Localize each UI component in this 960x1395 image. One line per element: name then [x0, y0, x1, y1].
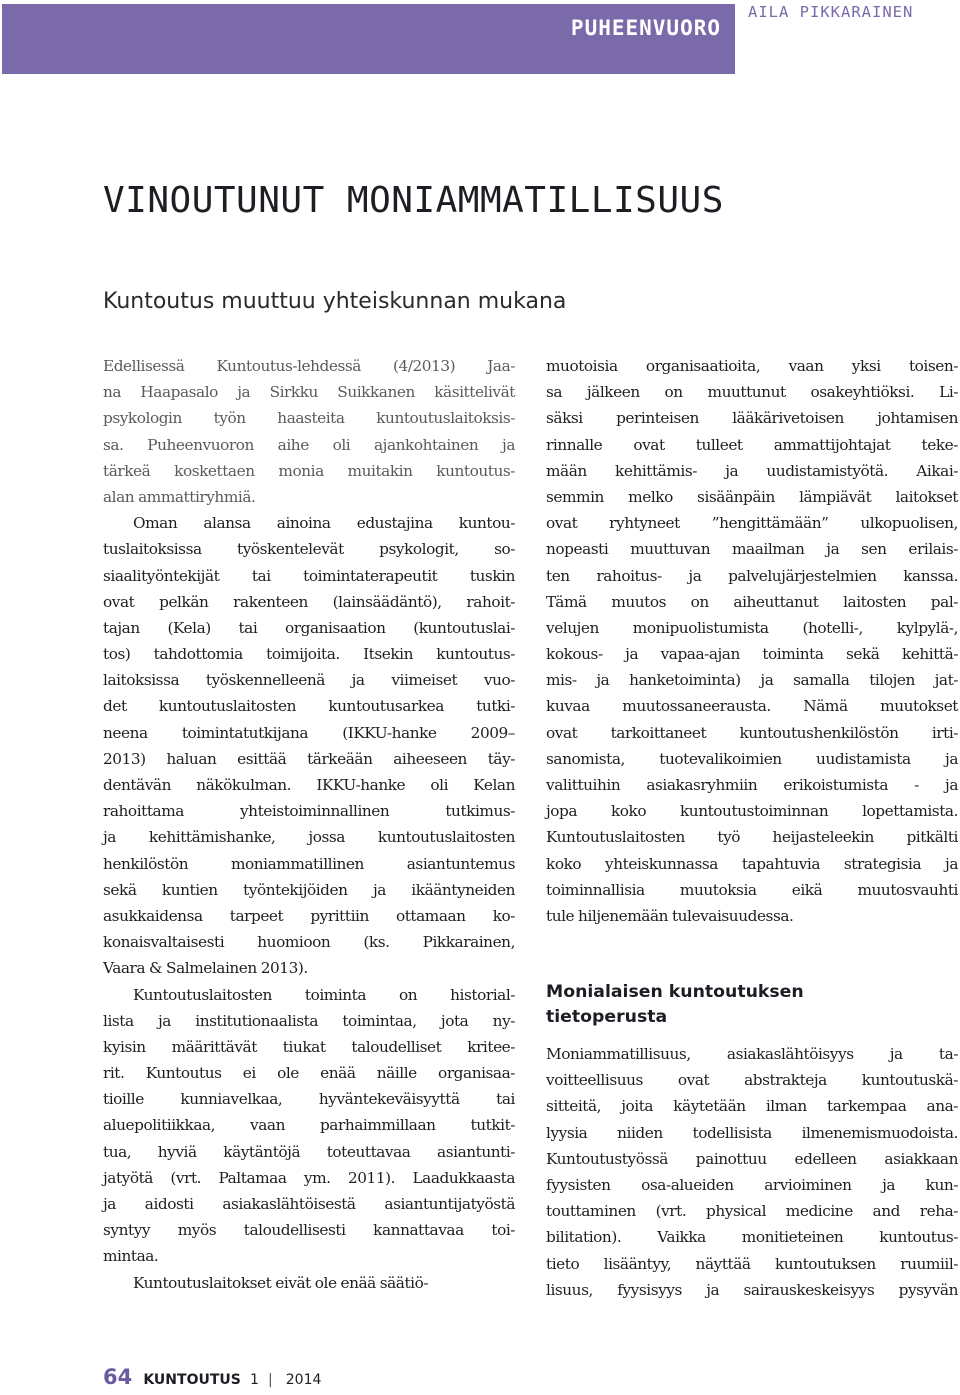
text-line: semmin melko sisäänpäin lämpiävät laitokset: [546, 487, 958, 506]
text-line: asukkaidensa tarpeet pyrittiin ottamaan ko-: [103, 906, 515, 925]
text-line: siaalityöntekijät tai toimintaterapeutit tuskin: [103, 566, 515, 585]
text-line: ja aidosti asiakaslähtöisestä asiantuntijatyöstä: [103, 1195, 515, 1213]
magazine-name: KUNTOUTUS: [143, 1372, 241, 1388]
text-line: jopa koko kuntoutustoiminnan lopettamista.: [546, 802, 958, 821]
subheading-line: tietoperusta: [546, 1006, 668, 1027]
text-line: Kuntoutuslaitokset eivät ole enää säätiö-: [133, 1273, 429, 1292]
footer-separator: |: [267, 1372, 273, 1388]
text-line: tieto lisääntyy, näyttää kuntoutuksen ruumiil-: [546, 1254, 958, 1273]
text-line: sa. Puheenvuoron aihe oli ajankohtainen ja: [103, 435, 515, 454]
section-label: PUHEENVUORO: [570, 16, 721, 40]
text-line: tuslaitoksissa työskentelevät psykologit, so-: [103, 540, 515, 559]
text-line: alan ammattiryhmiä.: [103, 487, 256, 506]
text-line: tua, hyviä käytäntöjä toteuttavaa asiantunti-: [103, 1142, 515, 1161]
text-line: laitoksissa työskennelleenä ja viimeiset vuo-: [103, 671, 515, 690]
text-line: sa jälkeen on muuttunut osakeyhtiöksi. Li-: [546, 383, 958, 402]
text-line: sitteitä, joita käytetään ilman tarkempaa ana-: [546, 1097, 958, 1116]
text-line: tärkeä koskettaen monia muitakin kuntoutus-: [103, 461, 515, 480]
page-number: 64: [103, 1365, 133, 1389]
section-subheading: [546, 980, 804, 1029]
text-line: Oman alansa ainoina edustajina kuntou-: [133, 514, 515, 533]
text-line: rahoittama yhteistoiminnallinen tutkimus-: [103, 802, 515, 821]
text-line: dentävän näkökulman. IKKU-hanke oli Kelan: [103, 776, 515, 794]
text-line: syntyy myös taloudellisesti kannattavaa toi-: [103, 1221, 515, 1240]
section-banner: [2, 4, 735, 74]
text-line: säksi perinteisen lääkärivetoisen johtamisen: [546, 409, 958, 428]
text-line: velujen monipuolistumista (hotelli-, kylpylä-,: [546, 618, 958, 637]
article-title: VINOUTUNUT MONIAMMATILLISUUS: [103, 180, 724, 221]
text-line: Tämä muutos on aiheuttanut laitosten pal-: [546, 592, 958, 611]
text-line: valittuihin asiakasryhmiin erikoistumista - ja: [546, 776, 958, 794]
text-line: Kuntoutustyössä painottuu edelleen asiakkaan: [546, 1149, 958, 1168]
text-line: neena toimintatutkijana (IKKU-hanke 2009–: [103, 723, 515, 742]
text-line: touttaminen (vrt. physical medicine and reha-: [546, 1202, 958, 1221]
text-line: muotoisia organisaatioita, vaan yksi toisen-: [546, 357, 958, 375]
text-line: mintaa.: [103, 1247, 159, 1266]
text-line: ovat ryhtyneet ”hengittämään” ulkopuolisen,: [546, 514, 958, 533]
text-line: Kuntoutuslaitosten työ heijasteleekin pitkälti: [546, 828, 958, 847]
right-column-continued: [546, 1041, 958, 1303]
author-name: AILA PIKKARAINEN: [748, 3, 914, 21]
text-line: konaisvaltaisesti huomioon (ks. Pikkarainen,: [103, 933, 515, 952]
text-line: sanomista, tuotevalikoimien uudistamista ja: [546, 749, 958, 768]
text-line: Edellisessä Kuntoutus-lehdessä (4/2013) Jaa-: [103, 357, 515, 375]
text-line: kokous- ja vapaa-ajan toiminta sekä kehittä-: [546, 645, 958, 664]
text-line: kyisin määrittävät tiukat taloudelliset kritee-: [103, 1037, 515, 1056]
text-line: lista ja institutionaalista toimintaa, jota ny-: [103, 1011, 515, 1030]
issue-number: 1: [249, 1372, 259, 1388]
text-line: voitteellisuus ovat abstrakteja kuntoutuskä-: [546, 1071, 958, 1090]
text-line: mään kehittämis- ja uudistamistyötä. Aikai-: [546, 461, 958, 480]
text-line: bilitation). Vaikka monitieteinen kuntoutus-: [546, 1228, 958, 1247]
text-line: na Haapasalo ja Sirkku Suikkanen käsittelivät: [103, 383, 515, 402]
left-column: [103, 353, 515, 1296]
text-line: psykologin työn haasteita kuntoutuslaitoksis-: [103, 409, 515, 428]
issue-year: 2014: [285, 1372, 322, 1388]
article-subtitle: Kuntoutus muuttuu yhteiskunnan mukana: [103, 289, 567, 314]
text-line: ja kehittämishanke, jossa kuntoutuslaitosten: [103, 828, 515, 847]
text-line: nopeasti muuttuvan maailman ja sen erilais-: [546, 540, 958, 559]
text-line: Moniammatillisuus, asiakaslähtöisyys ja ta-: [546, 1045, 958, 1063]
text-line: jatyötä (vrt. Paltamaa ym. 2011). Laadukkaasta: [103, 1168, 515, 1187]
text-line: fyysisten osa-alueiden arvioiminen ja kun-: [546, 1175, 958, 1194]
text-line: rinnalle ovat tulleet ammattijohtajat teke-: [546, 435, 958, 454]
text-line: tos) tahdottomia toimijoita. Itsekin kuntoutus-: [103, 645, 515, 664]
text-line: aluepolitiikkaa, vaan parhaimmillaan tutkit-: [103, 1116, 515, 1135]
text-line: 2013) haluan esittää tärkeään aiheeseen täy-: [103, 749, 515, 768]
page-footer: [103, 1365, 321, 1389]
text-line: tule hiljenemään tulevaisuudessa.: [546, 906, 794, 925]
right-column: [546, 353, 958, 929]
text-line: tajan (Kela) tai organisaation (kuntoutuslai-: [103, 618, 515, 637]
text-line: tioille kunniavelkaa, hyväntekeväisyyttä tai: [103, 1090, 515, 1109]
text-line: ten rahoitus- ja palvelujärjestelmien kanssa.: [546, 566, 958, 585]
text-line: sekä kuntien työntekijöiden ja ikääntyneiden: [103, 880, 515, 899]
text-line: henkilöstön moniammatillinen asiantuntemus: [103, 854, 515, 873]
subheading-line: Monialaisen kuntoutuksen: [546, 982, 804, 1002]
text-line: toiminnallisia muutoksia eikä muutosvauhti: [546, 880, 958, 899]
text-line: lisuus, fyysisyys ja sairauskeskeisyys pysyvän: [546, 1280, 958, 1299]
text-line: ovat pelkän rakenteen (lainsäädäntö), rahoit-: [103, 592, 515, 611]
text-line: lyysia niiden todellisista ilmenemismuodoista.: [546, 1123, 958, 1142]
text-line: Vaara & Salmelainen 2013).: [103, 959, 308, 978]
text-line: Kuntoutuslaitosten toiminta on historial-: [133, 985, 515, 1004]
text-line: koko yhteiskunnassa tapahtuvia strategisia ja: [546, 854, 958, 873]
text-line: ovat tarkoittaneet kuntoutushenkilöstön irti-: [546, 723, 958, 742]
text-line: det kuntoutuslaitosten kuntoutusarkea tutki-: [103, 697, 515, 716]
text-line: kuvaa muutossaneerausta. Nämä muutokset: [546, 697, 958, 716]
text-line: rit. Kuntoutus ei ole enää näille organisaa-: [103, 1064, 515, 1083]
text-line: mis- ja hanketoiminta) ja samalla tilojen jat-: [546, 671, 958, 690]
